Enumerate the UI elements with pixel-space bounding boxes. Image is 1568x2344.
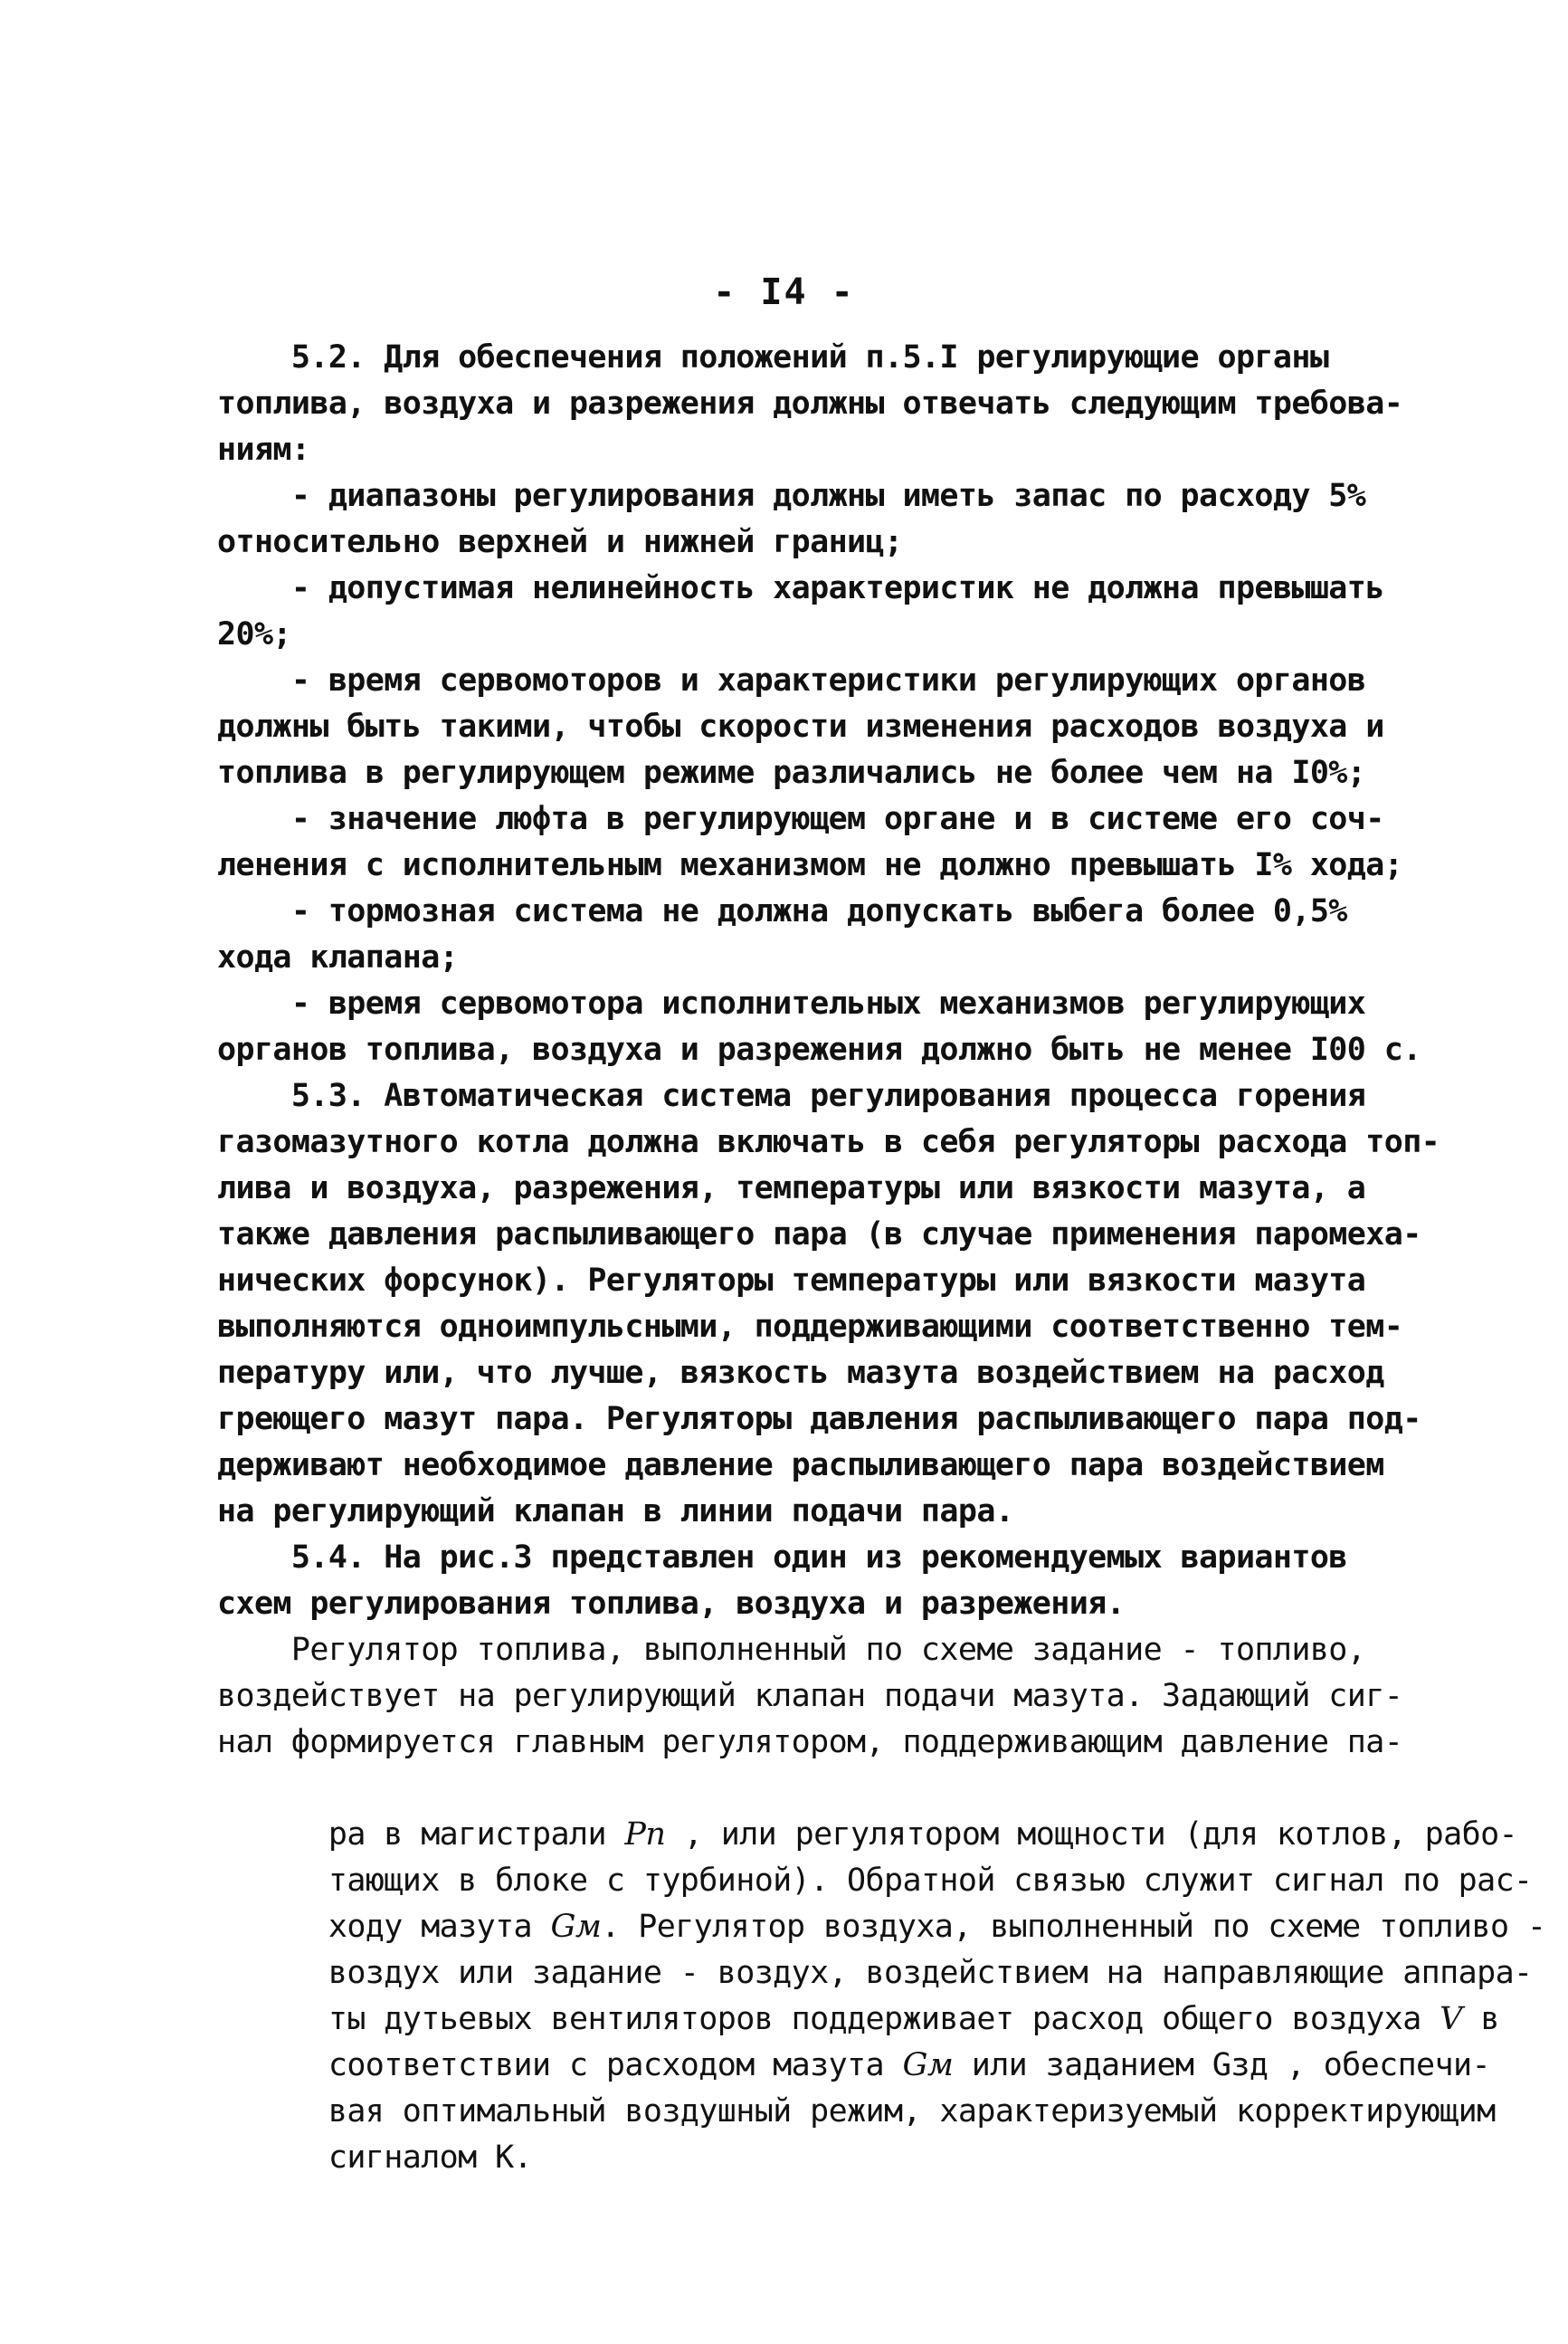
text-line: - допустимая нелинейность характеристик не должна превышать [217,570,1384,606]
text-line: - тормозная система не должна допускать выбега более 0,5% [217,893,1347,929]
line-text: или заданием Gзд , обеспечи- [953,2047,1490,2083]
text-line: относительно верхней и нижней границ; [217,524,903,560]
text-line: греющего мазут пара. Регуляторы давления распыливающего пара под- [217,1401,1421,1437]
text-line: нал формируется главным регулятором, поддерживающим давление па- [217,1724,1403,1760]
text-line: 5.3. Автоматическая система регулирования процесса горения [217,1078,1366,1114]
math-symbol: Pп [624,1816,666,1853]
text-line: пературу или, что лучше, вязкость мазута воздействием на расход [217,1355,1384,1391]
text-line: воздействует на регулирующий клапан подачи мазута. Задающий сиг- [217,1678,1403,1714]
document-body [217,335,1546,2176]
text-line: нических форсунок). Регуляторы температуры или вязкости мазута [217,1263,1366,1299]
text-line: - время сервомоторов и характеристики регулирующих органов [217,662,1366,699]
text-line: - значение люфта в регулирующем органе и в системе его соч- [217,801,1384,837]
text-line: - время сервомотора исполнительных механизмов регулирующих [217,986,1366,1022]
text-line: ленения с исполнительным механизмом не должно превышать I% хода; [217,847,1403,883]
text-line: держивают необходимое давление распыливающего пара воздействием [217,1447,1384,1483]
text-line: газомазутного котла должна включать в себя регуляторы расхода топ- [217,1124,1440,1160]
line-text: тающих в блоке с турбиной). Обратной связью служит сигнал по рас- [328,1863,1533,1899]
text-line: топлива в регулирующем режиме различались не более чем на I0%; [217,755,1366,791]
line-text: в [1461,2001,1499,2037]
text-line: Регулятор топлива, выполненный по схеме задание - топливо, [217,1632,1366,1668]
page-number: - I4 - [713,272,855,313]
line-text: ра в магистрали [328,1816,625,1853]
text-line: - диапазоны регулирования должны иметь запас по расходу 5% [217,478,1366,514]
line-text: ходу мазута [328,1909,551,1945]
math-symbol: Gм [902,2047,954,2083]
line-text: ты дутьевых вентиляторов поддерживает расход общего воздуха [328,2001,1440,2037]
text-line: схем регулирования топлива, воздуха и разрежения. [217,1586,1126,1622]
text-line: также давления распыливающего пара (в случае применения паромеха- [217,1216,1421,1253]
math-symbol: Gм [550,1909,602,1945]
line-text: вая оптимальный воздушный режим, характеризуемый корректирующим [328,2093,1496,2130]
math-symbol: V [1440,2001,1462,2037]
text-line: должны быть такими, чтобы скорости изменения расходов воздуха и [217,709,1384,745]
line-text: , или регулятором мощности (для котлов, рабо- [665,1816,1518,1853]
text-line: органов топлива, воздуха и разрежения должно быть не менее I00 с. [217,1032,1421,1068]
text-line: топлива, воздуха и разрежения должны отвечать следующим требова- [217,386,1403,422]
text-line: ниям: [217,432,310,468]
text-line: лива и воздуха, разрежения, температуры или вязкости мазута, а [217,1170,1366,1206]
line-text: . Регулятор воздуха, выполненный по схеме топливо - [601,1909,1546,1945]
text-line-with-symbol [217,1766,1518,1853]
text-line: на регулирующий клапан в линии подачи пара. [217,1493,1014,1529]
line-text: соответствии с расходом мазута [328,2047,903,2083]
text-line: 5.4. На рис.3 представлен один из рекомендуемых вариантов [217,1539,1347,1576]
text-line: 20%; [217,616,291,653]
line-text: сигналом К. [328,2139,533,2176]
text-line: хода клапана; [217,939,459,976]
text-line: 5.2. Для обеспечения положений п.5.I регулирующие органы [217,339,1329,376]
text-line: выполняются одноимпульсными, поддерживающими соответственно тем- [217,1309,1403,1345]
line-text: воздух или задание - воздух, воздействием на направляющие аппара- [328,1955,1533,1991]
